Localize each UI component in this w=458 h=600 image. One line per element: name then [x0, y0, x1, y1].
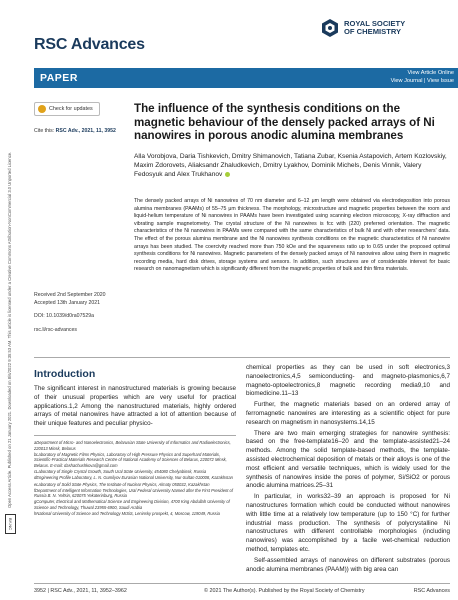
article-type-bar — [34, 68, 458, 88]
affiliation: aDepartment of Micro- and Nanoelectronics, Belarusian State University of Informatics and Radioelectronics, 220013 Minsk, Belarus — [34, 439, 231, 451]
intro-paragraph-5: In particular, in works32–39 an approach is proposed for Ni nanostructures formation which could be conducted without nanowires with little time at a relatively low temperature (up to 150 °C) for further industrial mass production. The synthesis of polycrystalline Ni nanostructures with different controllable morphologies (including nanowires) was accomplished by a facile wet-chemical reduction method, templates etc. — [246, 493, 450, 553]
rsc-hexagon-icon — [320, 18, 340, 38]
article-title: The influence of the synthesis conditions on the magnetic behaviour of the densely packed arrays of Ni nanowires in porous anodic alumina membranes — [134, 102, 435, 143]
journal-header — [34, 0, 458, 62]
cc-license-badge[interactable]: BY-NC — [5, 514, 16, 534]
section-heading-introduction: Introduction — [34, 368, 96, 380]
divider — [34, 357, 450, 358]
check-for-updates-button[interactable] — [34, 102, 100, 116]
rsc-logo[interactable] — [320, 18, 405, 38]
intro-paragraph-2: chemical properties as they can be used in soft electronics,3 nanoelectronics,4,5 semiconducting- and magneto-plasmonics,6,7 magneto-optoelectronics,8 magnetic recording media9,10 and biomedicine.11–13 — [246, 364, 450, 398]
footer-page-ref: 3952 | RSC Adv., 2021, 11, 3952–3962 — [34, 588, 127, 594]
intro-paragraph-4: There are two main emerging strategies for nanowire synthesis: based on the free-template16–20 and the template-assisted21–24 methods. Among the solid template-based methods, the template-assisted electrochemical deposition of metals or their alloys is one of the most efficient and versatile techniques, which is widely used for the synthesis of nanowires inside the pores of polymer, Si/SiO2 or porous anodic alumina matrices.25–31 — [246, 429, 450, 490]
orcid-icon[interactable] — [225, 172, 230, 177]
view-article-online-link[interactable]: View Article Online — [407, 70, 454, 76]
footer-copyright: © 2021 The Author(s). Published by the Royal Society of Chemistry — [204, 588, 365, 594]
received-date: Received 2nd September 2020 — [34, 292, 106, 298]
open-access-sidebar — [4, 68, 16, 508]
citation-line: Cite this: RSC Adv., 2021, 11, 3952 — [34, 128, 116, 134]
access-note-text: Open Access Article. Published on 21 January 2021. Downloaded on 8/6/2022 9:35:53 AM. This article is licensed under a Creative Commons Attribution-NonCommercial 3.0 Unported Licence. — [7, 151, 12, 508]
update-check-icon — [38, 105, 46, 113]
affiliation: fDepartment of Intelligent Information Technologies, Ural Federal University Named after the First President of Russia B. N. Yeltsin, 620075 Yekaterinburg, Russia — [34, 487, 233, 499]
affiliation: hNational University of Science and Technology MISiS, Leninsky prospekt, 4, Moscow, 119049, Russia — [34, 511, 220, 517]
logo-line1: ROYAL SOCIETY — [344, 18, 406, 28]
affiliation: gComputer, Electrical and Mathematical Science and Engineering Division, 4700 King Abdullah University of Science and Technology, Thuwal 23955-6900, Saudi Arabia — [34, 499, 230, 511]
intro-paragraph-3: Further, the magnetic materials based on an ordered array of ferromagnetic nanowires are interesting as a scientific object for pure research on magnetism in nanosystems.14,15 — [246, 401, 450, 426]
page-footer — [34, 583, 450, 595]
logo-line2: OF CHEMISTRY — [344, 27, 402, 36]
article-type-label: PAPER — [40, 72, 78, 84]
doi-link[interactable]: DOI: 10.1039/d0ra07529a — [34, 313, 94, 320]
accepted-date: Accepted 13th January 2021 — [34, 299, 101, 306]
right-column — [246, 364, 450, 576]
intro-paragraph-6: Self-assembled arrays of nanowires on different substrates (porous anodic alumina membranes (PAAM)) with big area can — [246, 556, 450, 573]
affiliation: dEngineering Profile Laboratory, L. N. Gumilyov Eurasian National University, Nur-Sultan 010008, Kazakhstan — [34, 475, 233, 481]
check-updates-label: Check for updates — [49, 106, 93, 112]
affiliations — [34, 435, 236, 517]
author-list: Alla Vorobjova, Daria Tishkevich, Dmitry Shimanovich, Tatiana Zubar, Ksenia Astapovich, Artem Kozlovskiy, Maxim Zdorovets, Aliaksandr Zhaludkevich, Dmitry Lyakhov, Dominik Michels, Denis Vinnik, Valery Fedosyuk and Alex Trukhanov — [134, 153, 447, 179]
article-history — [34, 292, 124, 334]
journal-name: RSC Advances — [34, 36, 145, 53]
left-column — [34, 364, 236, 517]
affiliation: cLaboratory of Single Crystal Growth, South Ural State University, 454080 Chelyabinsk, Russia — [34, 469, 207, 475]
journal-site-link[interactable]: rsc.li/rsc-advances — [34, 326, 77, 333]
abstract: The densely packed arrays of Ni nanowires of 70 nm diameter and 6–12 μm length were obtained via electrodeposition into porous alumina membranes (PAAMs) of 55–75 μm thickness. The morphology, microstructure and magnetic properties between the room and liquid-helium temperature of Ni nanowires in PAAMs have been investigated using scanning electron microscopy, X-ray diffraction and vibrating sample magnetometry. The crystal structure of the Ni nanowires is fcc with (220) preferred orientation. The magnetic characteristics of the Ni nanowires in PAAMs were compared with the same characteristics of bulk Ni and with other researchers' data. The effect of the porous alumina membrane and the Ni nanowires synthesis conditions on the magnetic characteristics of Ni nanowire arrays has been studied. The coercivity reached more than 750 kOe and the squareness ratio up to 0.65 under the proposed optimal synthesis conditions for Ni nanowires. Magnetic parameters of the densely packed arrays of Ni nanowires allow using them in magnetic recording media, hard disk drives, storage systems and sensors. In addition, such structures are of considerable interest for basic research on nanomagnetism which is significantly different from the magnetic properties of bulk and thin films materials. — [134, 198, 450, 273]
affiliation: eLaboratory of Solid State Physics, The Institute of Nuclear Physics, Almaty 050032, Kazakhstan — [34, 481, 210, 487]
view-journal-issue-link[interactable]: View Journal | View Issue — [390, 77, 454, 84]
affiliation: bLaboratory of Magnetic Films Physics, Laboratory of High Pressure Physics and Superhard Materials, Scientific-Practical Materials Research Centre of National Academy of Sciences of Belarus, 220072 Minsk, Belarus. E-mail: dashachushkova@gmail.com — [34, 451, 227, 468]
footer-journal: RSC Advances — [413, 588, 450, 594]
citation-ref: RSC Adv., 2021, 11, 3952 — [55, 128, 116, 134]
intro-paragraph-1: The significant interest in nanostructured materials is growing because of their unusual properties which are very useful for practical applications.1,2 Among the nanostructured materials, highly ordered arrays of metal nanowires have attracted a lot of attention because of their unique features and peculiar physico- — [34, 385, 236, 428]
